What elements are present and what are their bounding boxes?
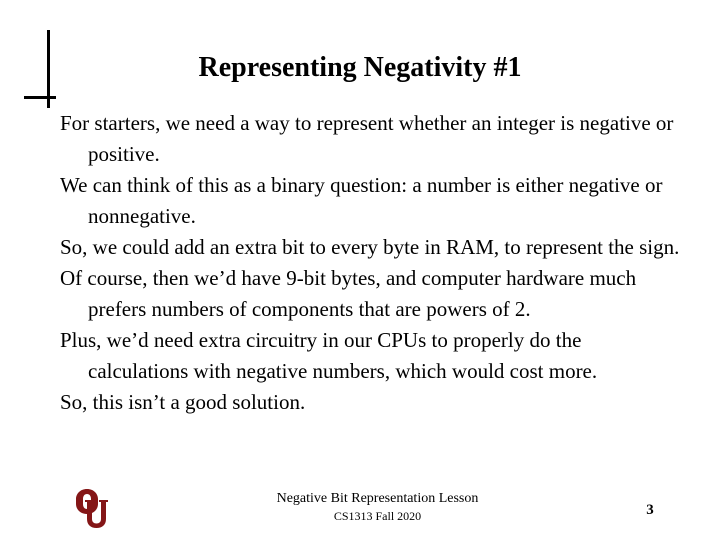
paragraph: So, this isn’t a good solution. <box>60 390 306 414</box>
slide-body <box>60 108 680 418</box>
slide-number: 3 <box>646 502 654 518</box>
decorative-horizontal-line <box>24 96 56 99</box>
slide-title: Representing Negativity #1 <box>198 52 522 83</box>
ou-logo-icon <box>76 486 110 530</box>
footer-course-label: CS1313 Fall 2020 <box>333 509 422 523</box>
paragraph: So, we could add an extra bit to every byte in RAM, to represent the sign. <box>60 235 680 259</box>
paragraph: For starters, we need a way to represent whether an integer is negative or positive. <box>60 111 674 166</box>
paragraph: Plus, we’d need extra circuitry in our CPUs to properly do the calculations with negative numbers, which would cost more. <box>60 328 598 383</box>
paragraph: Of course, then we’d have 9-bit bytes, and computer hardware much prefers numbers of components that are powers of 2. <box>60 266 637 321</box>
footer-lesson-title: Negative Bit Representation Lesson <box>276 491 479 506</box>
paragraph: We can think of this as a binary question: a number is either negative or nonnegative. <box>60 173 663 228</box>
